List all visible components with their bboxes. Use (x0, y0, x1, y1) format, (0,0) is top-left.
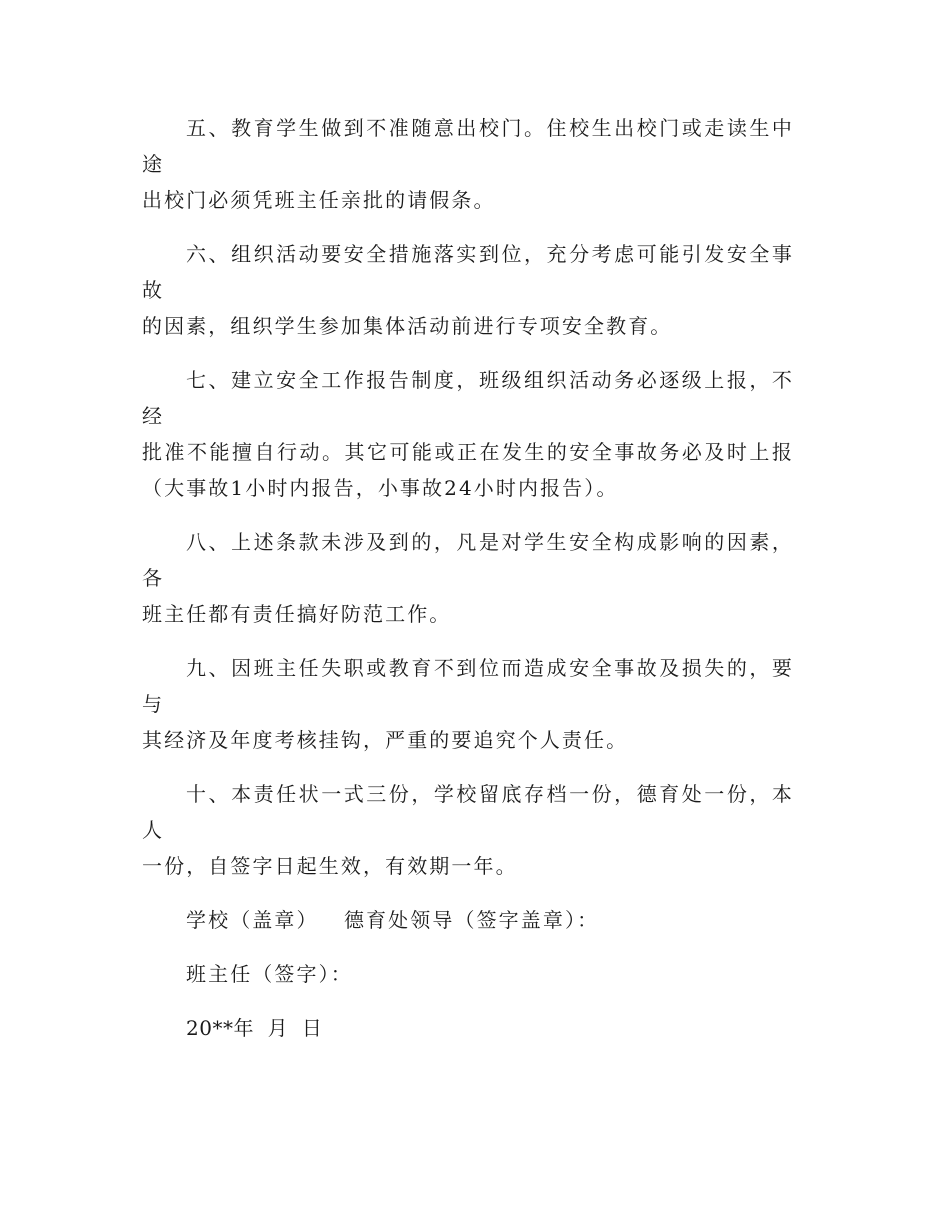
clause-line: 班主任都有责任搞好防范工作。 (142, 602, 452, 626)
clause-line: 一份，自签字日起生效，有效期一年。 (142, 854, 518, 878)
clause-line: 七、建立安全工作报告制度，班级组织活动务必逐级上报，不经 (142, 368, 794, 428)
clause-five (142, 110, 794, 218)
clause-line: 八、上述条款未涉及到的，凡是对学生安全构成影响的因素，各 (142, 530, 794, 590)
clause-line: 九、因班主任失职或教育不到位而造成安全事故及损失的，要与 (142, 656, 794, 716)
clause-line: 批准不能擅自行动。其它可能或正在发生的安全事故务必及时上报 (142, 440, 794, 464)
document-body (142, 110, 794, 1064)
clause-line: 其经济及年度考核挂钩，严重的要追究个人责任。 (142, 728, 629, 752)
clause-ten (142, 776, 794, 884)
clause-line: （大事故1小时内报告，小事故24小时内报告）。 (142, 476, 619, 500)
clause-line: 六、组织活动要安全措施落实到位，充分考虑可能引发安全事故 (142, 242, 794, 302)
clause-eight (142, 524, 794, 632)
clause-seven (142, 362, 794, 506)
clause-line: 五、教育学生做到不准随意出校门。住校生出校门或走读生中途 (142, 116, 794, 176)
clause-line: 十、本责任状一式三份，学校留底存档一份，德育处一份，本人 (142, 782, 794, 842)
clause-line: 出校门必须凭班主任亲批的请假条。 (142, 188, 496, 212)
school-signature-line: 学校（盖章） 德育处领导（签字盖章）： (186, 908, 600, 932)
clause-six (142, 236, 794, 344)
clause-line: 的因素，组织学生参加集体活动前进行专项安全教育。 (142, 314, 673, 338)
signature-date: 20**年 月 日 (186, 1016, 323, 1040)
teacher-signature-line: 班主任（签字）： (186, 962, 353, 986)
clause-nine (142, 650, 794, 758)
